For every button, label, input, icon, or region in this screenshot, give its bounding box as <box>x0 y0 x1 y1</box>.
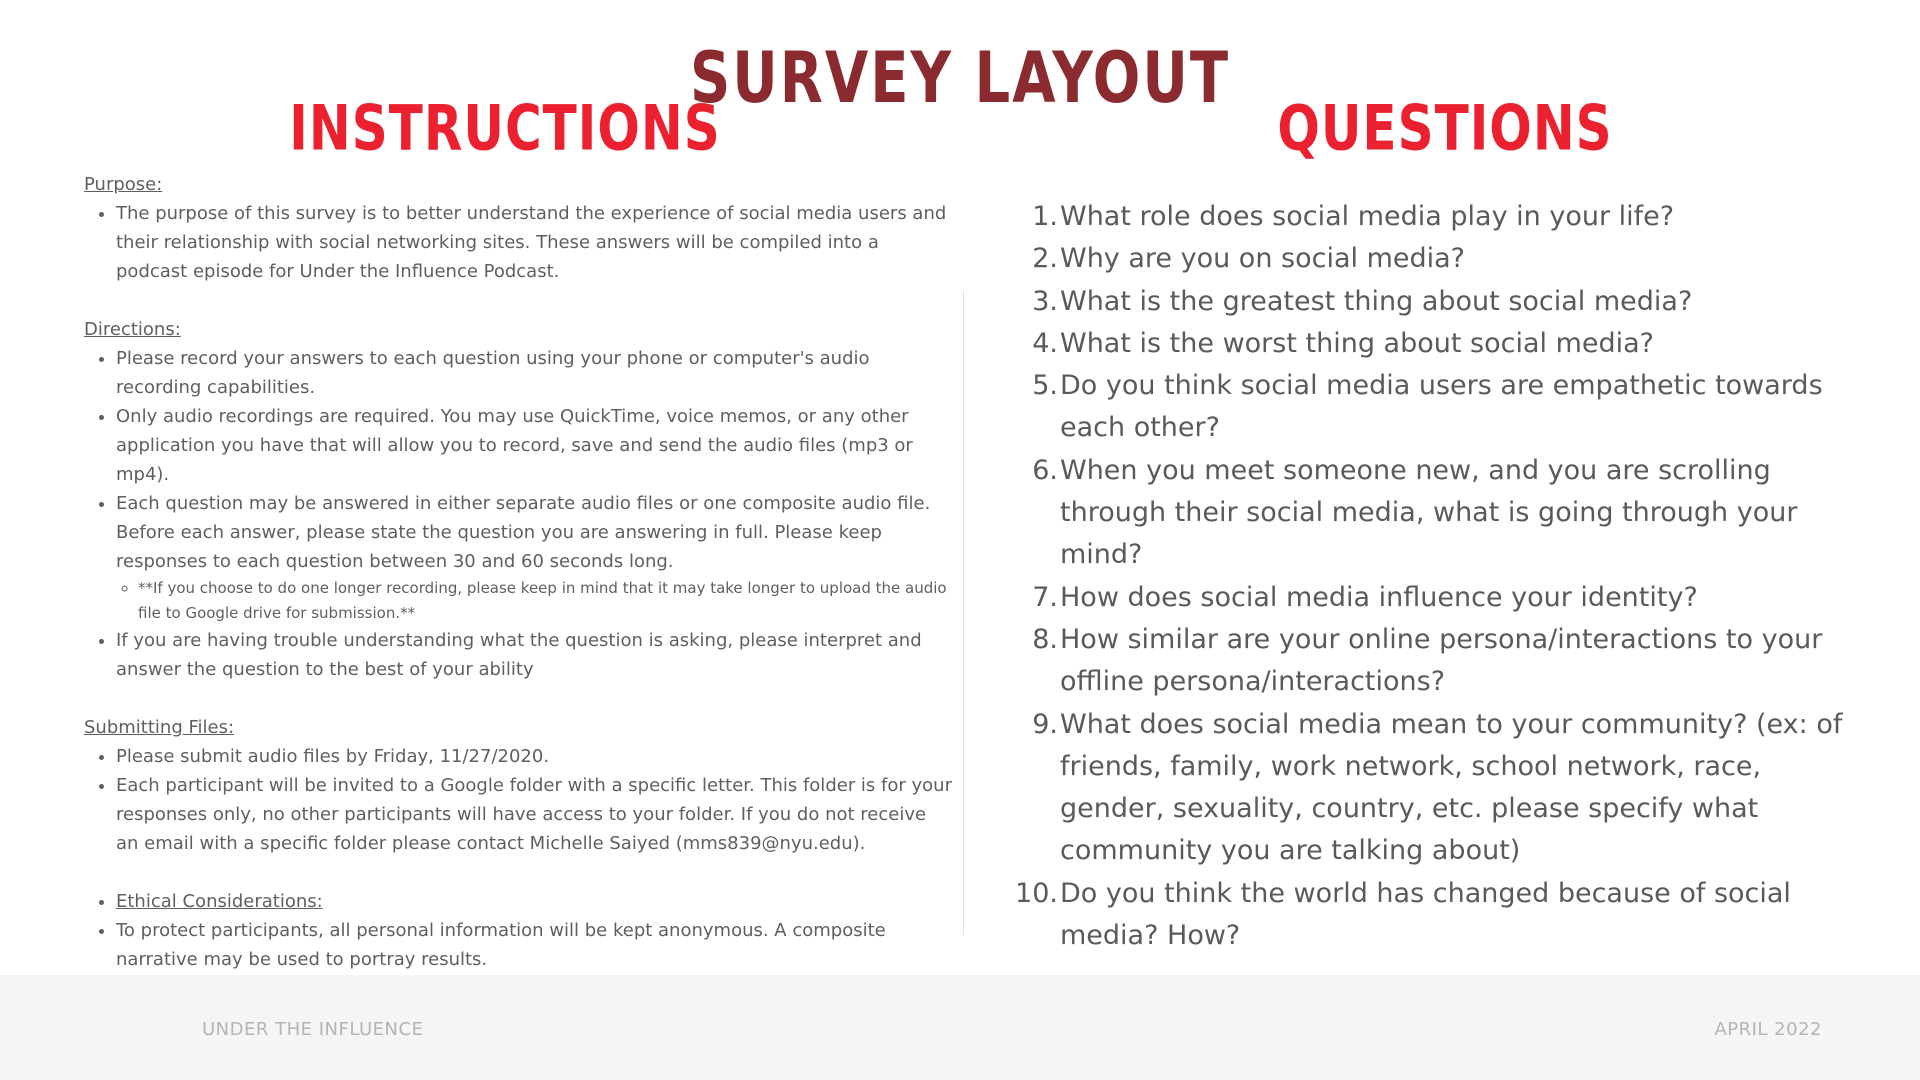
question-text: Do you think social media users are empathetic towards each other? <box>1060 370 1823 444</box>
question-text: How similar are your online persona/interactions to your offline persona/interactions? <box>1060 623 1823 698</box>
question-number: 3. <box>1032 285 1058 317</box>
submitting-label: Submitting Files: <box>84 717 235 738</box>
questions-list <box>1010 196 1870 957</box>
question-item <box>1010 196 1870 238</box>
directions-sublist <box>116 576 954 626</box>
directions-item <box>116 489 954 626</box>
directions-item: • Only audio recordings are required. You may use QuickTime, voice memos, or any other application you have that will allow you to record, save and send the audio files (mp3 or mp4). <box>116 402 954 489</box>
instructions-column <box>84 170 954 974</box>
question-number: 5. <box>1032 370 1058 402</box>
page-title: SURVEY LAYOUT <box>689 38 1231 120</box>
questions-heading: QUESTIONS <box>1277 92 1613 165</box>
directions-label: Directions: <box>84 319 181 340</box>
question-number: 6. <box>1032 454 1058 486</box>
question-text: What role does social media play in your life? <box>1060 201 1675 232</box>
question-number: 7. <box>1032 581 1058 613</box>
question-text: What is the greatest thing about social media? <box>1060 285 1693 317</box>
question-item <box>1010 365 1870 450</box>
purpose-item: • The purpose of this survey is to better understand the experience of social media users and their relationship with social networking sites. These answers will be compiled into a podcast episode for Under the Influence Podcast. <box>116 199 954 286</box>
question-item <box>1010 873 1870 958</box>
question-text: What does social media mean to your community? (ex: of friends, family, work network, school network, race, gender, sexuality, country, etc. please specify what community you are talking about) <box>1060 708 1843 867</box>
spacer <box>84 858 954 887</box>
submitting-item: • Each participant will be invited to a Google folder with a specific letter. This folder is for your responses only, no other participants will have access to your folder. If you do not receive an email with a specific folder please contact Michelle Saiyed (mms839@nyu.edu). <box>116 771 954 858</box>
question-item <box>1010 323 1870 365</box>
footer-brand: UNDER THE INFLUENCE <box>202 1019 424 1040</box>
ethical-label: Ethical Considerations: <box>116 891 323 912</box>
question-number: 8. <box>1032 623 1058 655</box>
question-item <box>1010 619 1870 704</box>
directions-item: • Please record your answers to each question using your phone or computer's audio recording capabilities. <box>116 344 954 402</box>
question-number: 2. <box>1032 243 1058 275</box>
instructions-heading: INSTRUCTIONS <box>289 92 721 165</box>
question-item <box>1010 238 1870 280</box>
directions-list <box>84 344 954 684</box>
question-number: 10. <box>1015 877 1058 909</box>
ethical-list <box>84 887 954 974</box>
purpose-list <box>84 199 954 286</box>
question-text: How does social media influence your identity? <box>1060 581 1698 613</box>
directions-subnote: ◦ **If you choose to do one longer recording, please keep in mind that it may take longer to upload the audio file to Google drive for submission.** <box>138 576 954 626</box>
question-number: 9. <box>1032 708 1058 740</box>
questions-column <box>1010 196 1870 957</box>
submitting-item: • Please submit audio files by Friday, 11/27/2020. <box>116 742 954 771</box>
purpose-label: Purpose: <box>84 174 163 195</box>
directions-item: • If you are having trouble understanding what the question is asking, please interpret and answer the question to the best of your ability <box>116 626 954 684</box>
question-number: 1. <box>1032 201 1058 232</box>
question-text: Why are you on social media? <box>1060 243 1466 275</box>
ethical-item: • To protect participants, all personal information will be kept anonymous. A composite narrative may be used to portray results. <box>116 916 954 974</box>
question-item <box>1010 577 1870 619</box>
footer <box>0 975 1920 1080</box>
question-item <box>1010 704 1870 873</box>
directions-item-text: Each question may be answered in either separate audio files or one composite audio file. Before each answer, please state the question you are answering in full. Please keep responses to each question between 30 and 60 seconds long. <box>116 493 931 572</box>
column-divider <box>963 290 964 935</box>
question-number: 4. <box>1032 327 1058 359</box>
submitting-list <box>84 742 954 858</box>
question-text: Do you think the world has changed because of social media? How? <box>1060 877 1791 952</box>
ethical-item <box>116 887 954 916</box>
question-item <box>1010 450 1870 577</box>
question-item <box>1010 281 1870 323</box>
spacer <box>84 684 954 713</box>
spacer <box>84 286 954 315</box>
question-text: When you meet someone new, and you are scrolling through their social media, what is going through your mind? <box>1060 454 1798 571</box>
question-text: What is the worst thing about social media? <box>1060 327 1655 359</box>
footer-date: APRIL 2022 <box>1714 1019 1822 1040</box>
